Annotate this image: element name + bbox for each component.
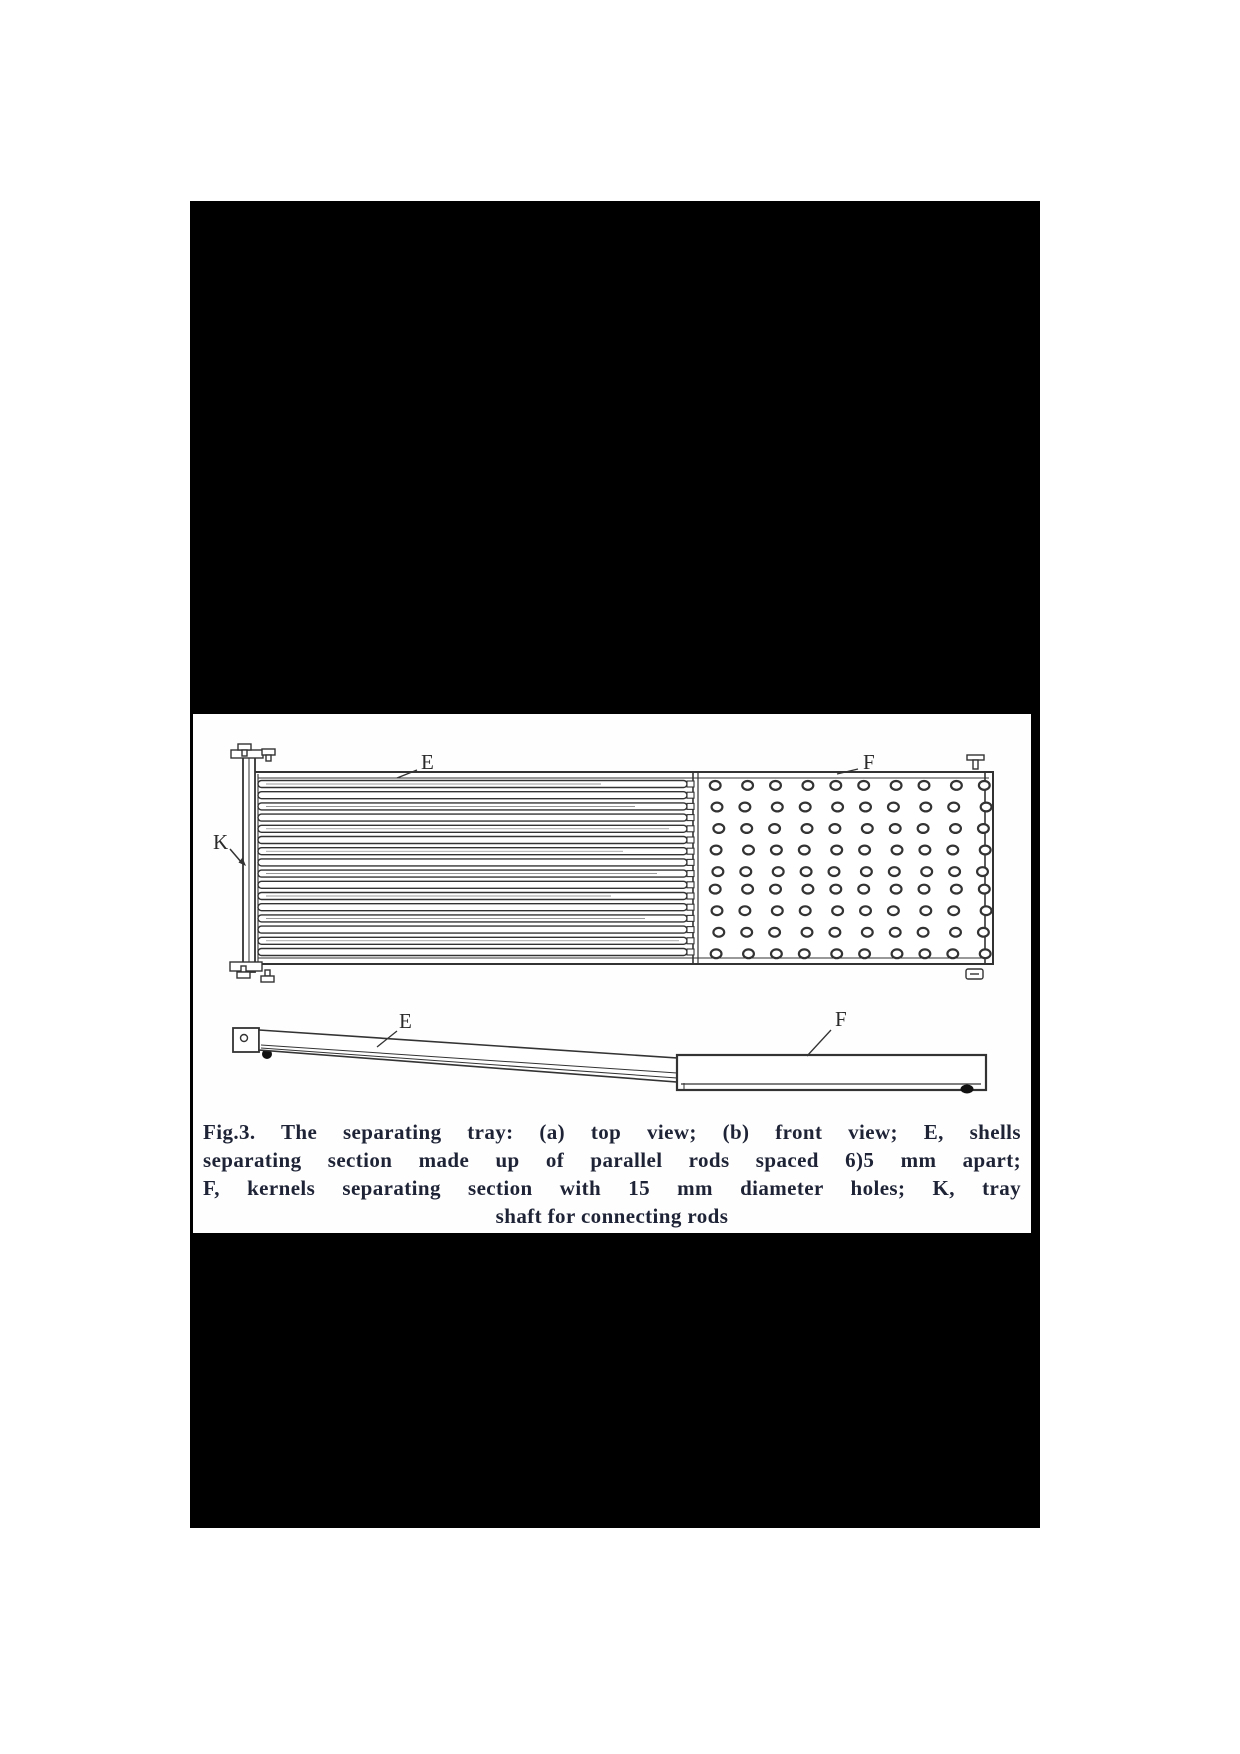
bolt-top-right (967, 755, 984, 769)
caption-line-1: Fig.3. The separating tray: (a) top view; (b) front view; E, shells (203, 1120, 1021, 1144)
bolt-bottom-right (966, 969, 983, 979)
front-view-drawing (233, 1028, 986, 1094)
figure-panel (193, 714, 1031, 1233)
top-view-drawing (230, 744, 993, 982)
leader-line-F-front (807, 1030, 831, 1056)
front-right-black-knob (961, 1085, 974, 1094)
scanned-page-black-background (190, 201, 1040, 1528)
label-F-front-view: F (835, 1007, 847, 1031)
label-F-top-view: F (863, 750, 875, 774)
front-box-F (677, 1055, 986, 1090)
label-K: K (213, 830, 229, 854)
caption-line-3: F, kernels separating section with 15 mm diameter holes; K, tray (203, 1176, 1021, 1200)
front-rod-bar-E (259, 1030, 677, 1082)
caption-line-4: shaft for connecting rods (495, 1204, 729, 1228)
tray-outline (254, 772, 993, 964)
caption-line-2: separating section made up of parallel rods spaced 6)5 mm apart; (203, 1148, 1021, 1172)
label-E-front-view: E (399, 1009, 412, 1033)
separating-tray-diagram (193, 714, 1031, 1128)
figure-caption (203, 1118, 1021, 1230)
label-E-top-view: E (421, 750, 434, 774)
